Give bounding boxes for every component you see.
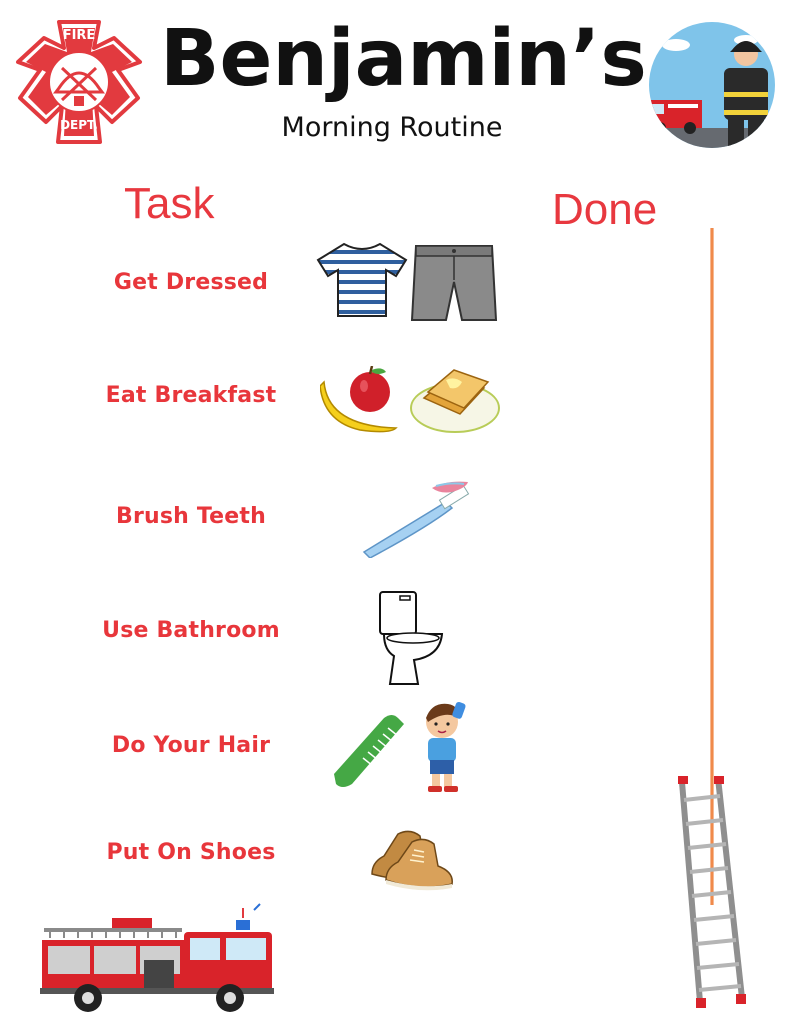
boy-brushing-hair-icon: [418, 700, 470, 796]
page-title: Benjamin’s: [160, 14, 647, 104]
page-subtitle: Morning Routine: [281, 112, 503, 143]
toilet-icon: [374, 590, 444, 688]
shoes-icon: [368, 822, 454, 892]
done-cell-get-dressed[interactable]: [516, 232, 710, 338]
done-cell-eat-breakfast[interactable]: [516, 344, 710, 458]
striped-shirt-icon: [316, 240, 408, 318]
task-label-do-your-hair: Do Your Hair: [111, 733, 271, 758]
toothbrush-icon: [360, 478, 474, 558]
comb-icon: [330, 712, 412, 788]
shorts-icon: [410, 242, 498, 328]
task-label-put-on-shoes: Put On Shoes: [106, 840, 276, 865]
ladder-icon: [676, 776, 748, 1008]
task-label-brush-teeth: Brush Teeth: [115, 504, 266, 529]
task-label-get-dressed: Get Dressed: [113, 270, 269, 295]
badge-bottom-text: DEPT.: [60, 118, 98, 132]
task-label-use-bathroom: Use Bathroom: [102, 618, 280, 643]
task-column-header: Task: [124, 179, 215, 228]
badge-top-text: FIRE: [62, 28, 96, 43]
banana-apple-icon: [320, 366, 402, 434]
fire-truck-icon: [40, 902, 284, 1014]
task-label-eat-breakfast: Eat Breakfast: [105, 383, 277, 408]
done-column-header: Done: [552, 185, 658, 234]
done-cell-brush-teeth[interactable]: [516, 464, 710, 578]
toast-plate-icon: [410, 362, 500, 434]
done-cell-use-bathroom[interactable]: [516, 584, 710, 693]
